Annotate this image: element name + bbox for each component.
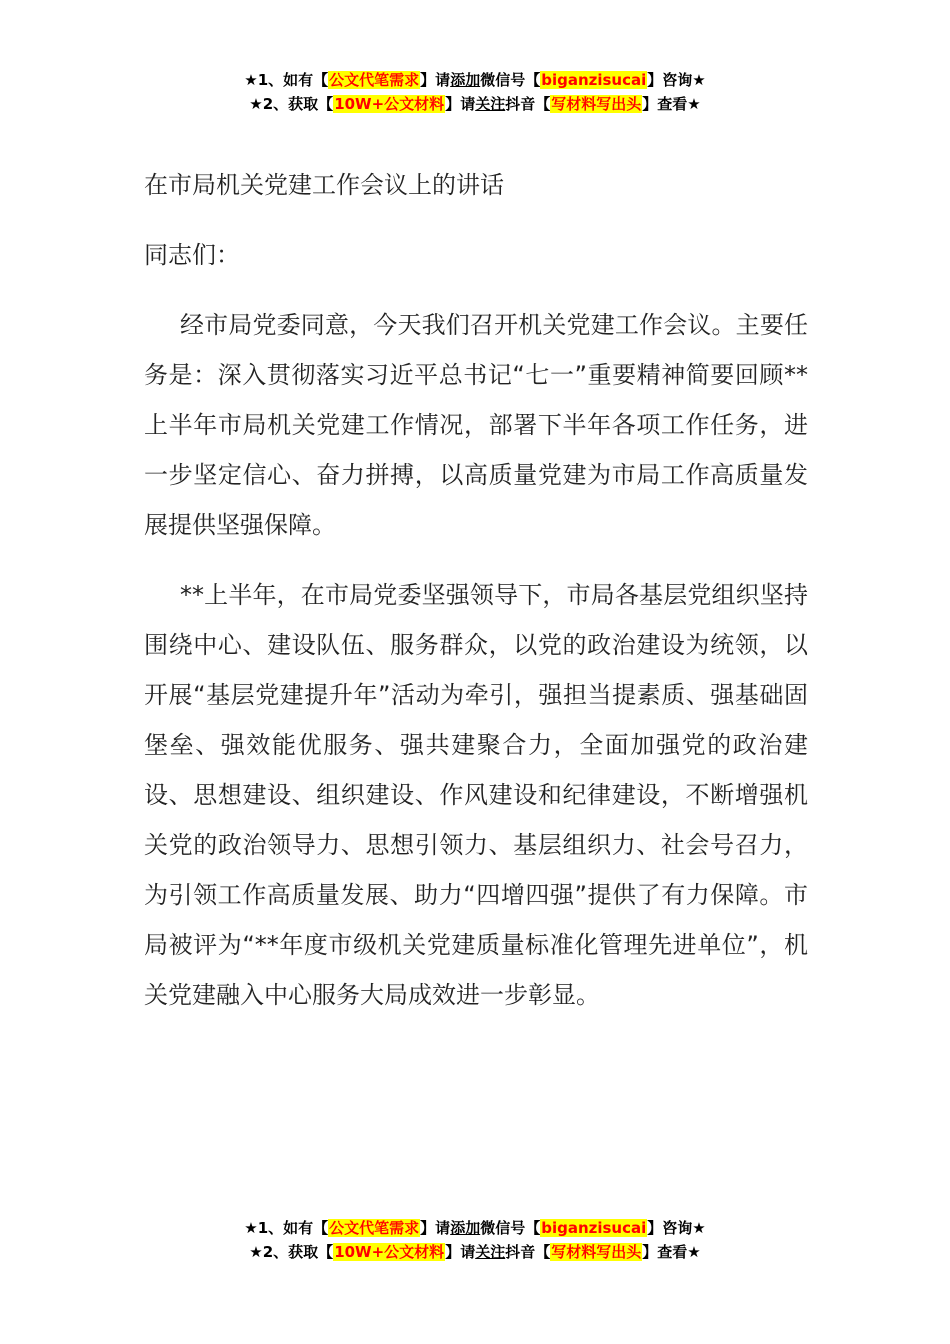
salutation: 同志们： [144, 241, 240, 269]
banner-text: 抖音【 [505, 95, 551, 113]
banner-line-2 [0, 92, 950, 116]
banner-text: 】请 [445, 95, 476, 113]
banner-highlight-materials: 10W+公文材料 [334, 1243, 445, 1261]
banner-line-2 [0, 1240, 950, 1264]
banner-text: 】咨询★ [647, 71, 706, 89]
banner-text: ★2、获取【 [249, 95, 334, 113]
banner-highlight-service: 公文代笔需求 [329, 1219, 420, 1237]
banner-text: 】查看★ [642, 1243, 701, 1261]
banner-highlight-douyin-id: 写材料写出头 [551, 95, 642, 113]
banner-text: ★1、如有【 [244, 1219, 329, 1237]
banner-underline-add: 添加 [450, 71, 481, 89]
banner-text: 】咨询★ [647, 1219, 706, 1237]
banner-highlight-wechat-id: biganzisucai [541, 71, 647, 89]
banner-line-1 [0, 68, 950, 92]
footer-banner [0, 1216, 950, 1264]
banner-text: ★2、获取【 [249, 1243, 334, 1261]
banner-underline-follow: 关注 [475, 1243, 506, 1261]
banner-highlight-wechat-id: biganzisucai [541, 1219, 647, 1237]
banner-text: 】查看★ [642, 95, 701, 113]
banner-highlight-douyin-id: 写材料写出头 [551, 1243, 642, 1261]
banner-text: 微信号【 [480, 71, 541, 89]
paragraph-2: **上半年，在市局党委坚强领导下，市局各基层党组织坚持围绕中心、建设队伍、服务群众，以党的政治建设为统领，以开展“基层党建提升年”活动为牵引，强担当提素质、强基础固堡垒、强效能优服务、强共建聚合力，全面加强党的政治建设、思想建设、组织建设、作风建设和纪律建设，不断增强机关党的政治领导力、思想引领力、基层组织力、社会号召力，为引领工作高质量发展、助力“四增四强”提供了有力保障。市局被评为“**年度市级机关党建质量标准化管理先进单位”，机关党建融入中心服务大局成效进一步彰显。 [144, 581, 808, 1009]
banner-text: 微信号【 [480, 1219, 541, 1237]
paragraph-1: 经市局党委同意，今天我们召开机关党建工作会议。主要任务是：深入贯彻落实习近平总书记“七一”重要精神简要回顾**上半年市局机关党建工作情况，部署下半年各项工作任务，进一步坚定信心、奋力拼搏，以高质量党建为市局工作高质量发展提供坚强保障。 [144, 311, 808, 539]
banner-underline-add: 添加 [450, 1219, 481, 1237]
document-body [144, 160, 808, 1040]
banner-text: 抖音【 [505, 1243, 551, 1261]
banner-text: 】请 [445, 1243, 476, 1261]
banner-text: ★1、如有【 [244, 71, 329, 89]
banner-line-1 [0, 1216, 950, 1240]
document-title: 在市局机关党建工作会议上的讲话 [144, 171, 504, 199]
banner-highlight-materials: 10W+公文材料 [334, 95, 445, 113]
banner-underline-follow: 关注 [475, 95, 506, 113]
banner-highlight-service: 公文代笔需求 [329, 71, 420, 89]
header-banner [0, 68, 950, 116]
banner-text: 】请 [420, 1219, 451, 1237]
banner-text: 】请 [420, 71, 451, 89]
